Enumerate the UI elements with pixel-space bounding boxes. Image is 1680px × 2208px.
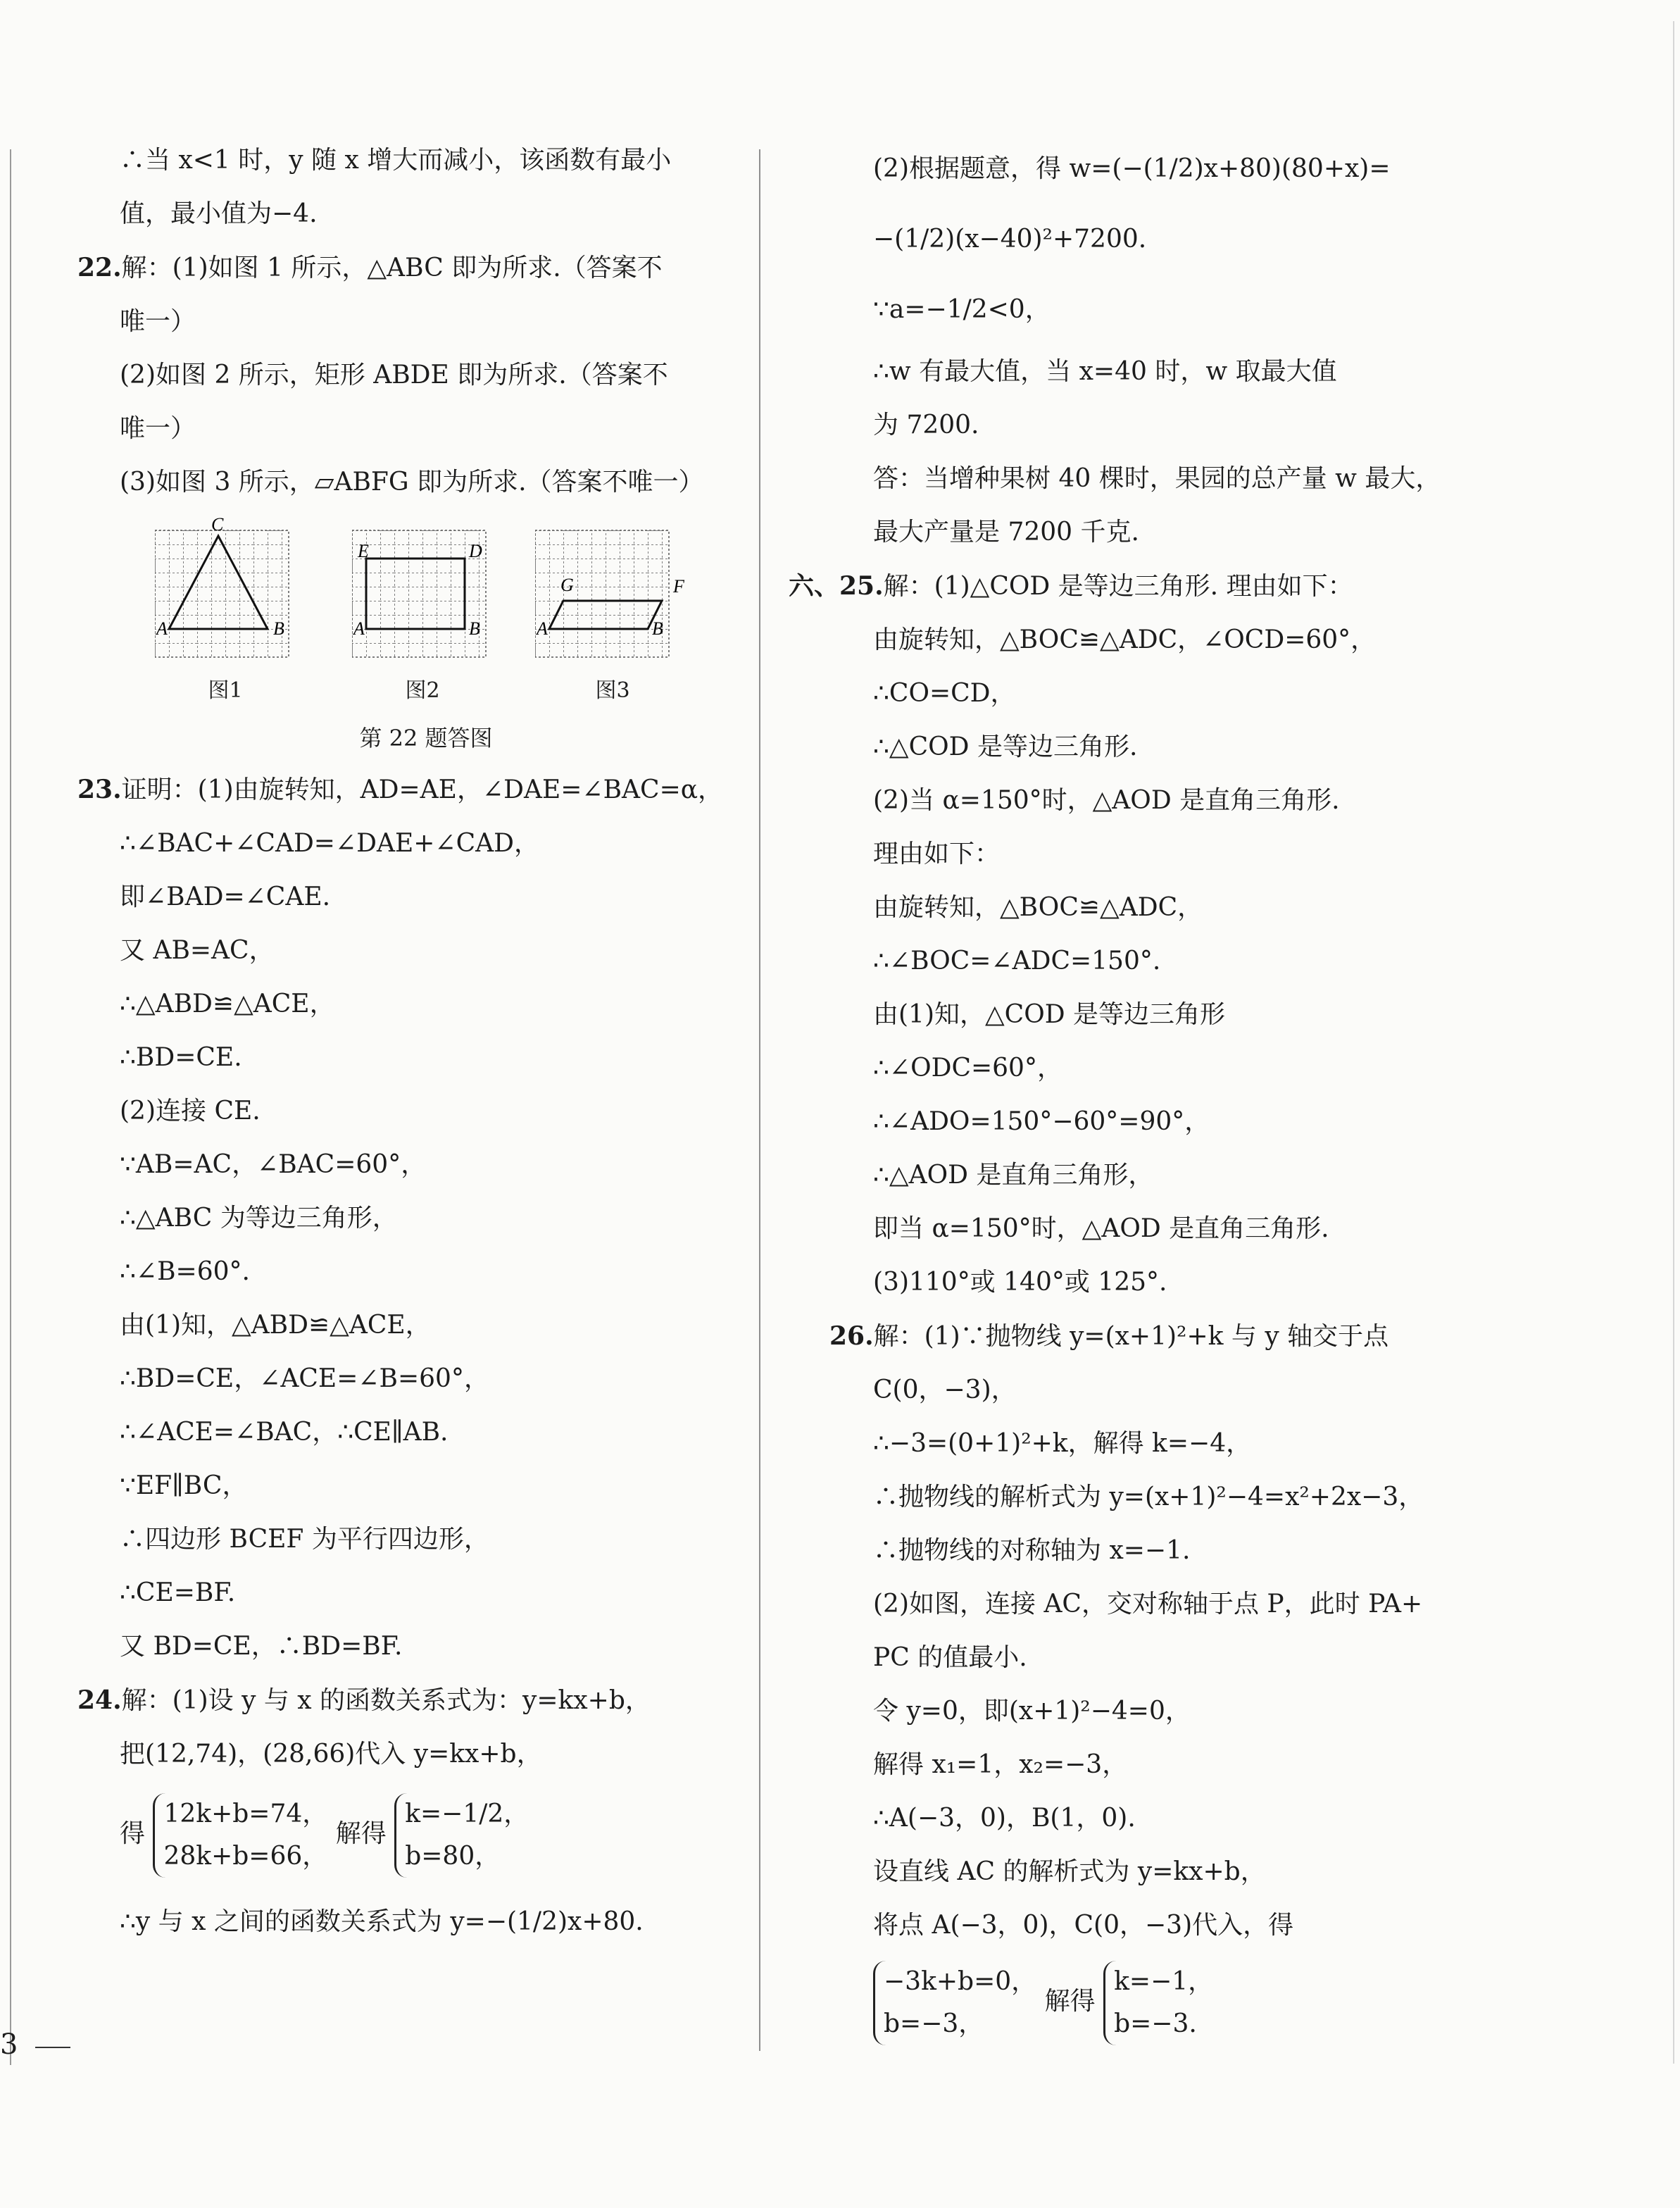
text-line: (2)根据题意，得 w=(−(1/2)x+80)(80+x)= [873,154,1391,183]
text-line: ∴∠ACE=∠BAC，∴CE∥AB. [120,1418,449,1447]
text-line: 唯一） [120,414,196,443]
equation: k=−1， [1114,1967,1214,1996]
point-label: E [358,541,369,561]
text-line: ∴△ABD≌△ACE， [120,990,335,1018]
figure-1-label: 图1 [208,678,243,703]
text-line: ∵AB=AC，∠BAC=60°， [120,1150,427,1179]
text-line: ∴A(−3，0)，B(1，0). [873,1804,1136,1833]
figure-caption: 第 22 题答图 [359,725,493,751]
text-line: ∴∠BAC+∠CAD=∠DAE+∠CAD， [120,829,540,858]
left-column [70,134,739,1957]
text: 解：(1)∵抛物线 y=(x+1)²+k 与 y 轴交于点 [873,1322,1389,1351]
point-label: B [469,618,480,639]
text-line: ∴△COD 是等边三角形. [873,732,1138,761]
text-line: (3)110°或 140°或 125°. [873,1268,1167,1297]
text-line: 把(12,74)，(28,66)代入 y=kx+b， [120,1740,542,1769]
point-label: A [156,618,168,639]
text-line: ∴−3=(0+1)²+k，解得 k=−4， [873,1429,1252,1458]
right-column [782,134,1486,2051]
equation-system [394,1793,529,1878]
text-line: ∴BD=CE. [120,1043,242,1072]
question-number: 24. [77,1685,122,1715]
text-line: 又 BD=CE，∴BD=BF. [120,1632,403,1661]
text-line: (2)如图 2 所示，矩形 ABDE 即为所求.（答案不 [120,361,668,389]
equation: b=−3. [1114,2009,1197,2038]
text-line: (2)连接 CE. [120,1097,261,1125]
text-line: 设直线 AC 的解析式为 y=kx+b， [873,1857,1266,1886]
question-22-line [70,241,739,295]
equation-system [153,1793,327,1878]
left-edge-line [10,149,11,2065]
question-25-line [782,559,1486,613]
equation-system-line [782,1952,1486,2051]
text: 解：(1)设 y 与 x 的函数关系式为：y=kx+b， [121,1686,651,1715]
equation: −3k+b=0， [884,1967,1037,1996]
figure-3 [535,516,690,703]
text-line: ∴△AOD 是直角三角形， [873,1161,1154,1190]
figure-2-label: 图2 [405,678,440,703]
question-number: 22. [77,253,122,282]
text-line: 理由如下： [873,840,1001,868]
text-line: 由旋转知，△BOC≌△ADC，∠OCD=60°， [873,625,1377,654]
text-line: ∴当 x<1 时，y 随 x 增大而减小，该函数有最小 [120,146,672,175]
text-line: ∴CE=BF. [120,1578,236,1607]
point-label: A [353,618,365,639]
text-line: 最大产量是 7200 千克. [873,518,1139,547]
text-line: 解得 x₁=1，x₂=−3， [873,1750,1128,1779]
text-line: ∵a=−1/2<0， [873,295,1051,324]
point-label: C [211,516,224,535]
figure-2 [352,516,493,703]
text-line: ∴∠ODC=60°， [873,1054,1062,1083]
text-line: PC 的值最小. [873,1643,1027,1672]
equation-system [873,1961,1036,2045]
right-edge-line [1673,21,1674,2064]
text-line: ∵EF∥BC， [120,1471,248,1500]
text-line: ∴抛物线的解析式为 y=(x+1)²−4=x²+2x−3， [873,1483,1424,1511]
text-line: ∴∠BOC=∠ADC=150°. [873,947,1161,975]
point-label: D [469,541,482,561]
text-line: ∴BD=CE，∠ACE=∠B=60°， [120,1364,489,1393]
text-line: 又 AB=AC， [120,936,275,965]
text: 得 [120,1819,146,1848]
question-number: 23. [77,775,122,804]
text-line: ∴△ABC 为等边三角形， [120,1204,398,1233]
text-line: 即当 α=150°时，△AOD 是直角三角形. [873,1214,1329,1243]
text-line: ∴w 有最大值，当 x=40 时，w 取最大值 [873,357,1337,386]
point-label: B [273,618,284,639]
text-line: −(1/2)(x−40)²+7200. [873,225,1147,254]
equation: b=−3， [884,2009,984,2038]
equation-system [1103,1961,1213,2045]
text-line: (2)当 α=150°时，△AOD 是直角三角形. [873,786,1340,815]
text-line: ∴抛物线的对称轴为 x=−1. [873,1536,1191,1565]
text-line: 唯一） [120,307,196,336]
question-26-line [782,1309,1486,1364]
equation: 28k+b=66， [163,1842,328,1871]
equation: k=−1/2， [405,1800,529,1828]
text-line: 值，最小值为−4. [120,199,318,228]
question-number: 26. [829,1321,874,1351]
text-line: ∴∠ADO=150°−60°=90°， [873,1107,1210,1136]
question-24-line [70,1673,739,1728]
page-number: 3 [0,2028,18,2061]
figures-row [70,516,739,713]
equation: 12k+b=74， [163,1800,328,1828]
text-line: ∴CO=CD， [873,679,1016,708]
text-line: (3)如图 3 所示，▱ABFG 即为所求.（答案不唯一） [120,468,704,497]
text: 解得 [335,1819,387,1848]
text: 证明：(1)由旋转知，AD=AE，∠DAE=∠BAC=α， [121,775,724,804]
text-line: 由(1)知，△COD 是等边三角形 [873,1000,1226,1029]
text-line: 即∠BAD=∠CAE. [120,882,331,911]
text-line: ∴y 与 x 之间的函数关系式为 y=−(1/2)x+80. [120,1907,644,1936]
point-label: G [560,575,574,595]
point-label: B [652,618,663,639]
text: 解：(1)如图 1 所示，△ABC 即为所求.（答案不 [121,254,663,282]
text-line: (2)如图，连接 AC，交对称轴于点 P，此时 PA+ [873,1590,1423,1618]
text: 解：(1)△COD 是等边三角形. 理由如下： [883,572,1353,601]
column-divider [759,149,760,2051]
point-label: F [673,576,684,597]
question-23-line [70,763,739,817]
point-label: A [537,618,548,639]
equation: b=80， [405,1842,501,1871]
text-line: 答：当增种果树 40 棵时，果园的总产量 w 最大， [873,464,1441,493]
text-line: 为 7200. [873,411,979,439]
text-line: 令 y=0，即(x+1)²−4=0， [873,1697,1191,1726]
text: 解得 [1044,1987,1096,2016]
equation-system-line [70,1781,739,1887]
text-line: 由旋转知，△BOC≌△ADC， [873,893,1203,922]
text-line: ∴四边形 BCEF 为平行四边形， [120,1525,489,1554]
figure-1 [155,516,296,703]
page-number-dash [35,2047,70,2048]
text-line: 由(1)知，△ABD≌△ACE， [120,1311,431,1340]
figure-3-label: 图3 [595,678,630,703]
text-line: 将点 A(−3，0)，C(0，−3)代入，得 [873,1911,1294,1940]
text-line: ∴∠B=60°. [120,1257,250,1286]
question-number: 六、25. [789,571,884,601]
text-line: C(0，−3)， [873,1376,1017,1404]
